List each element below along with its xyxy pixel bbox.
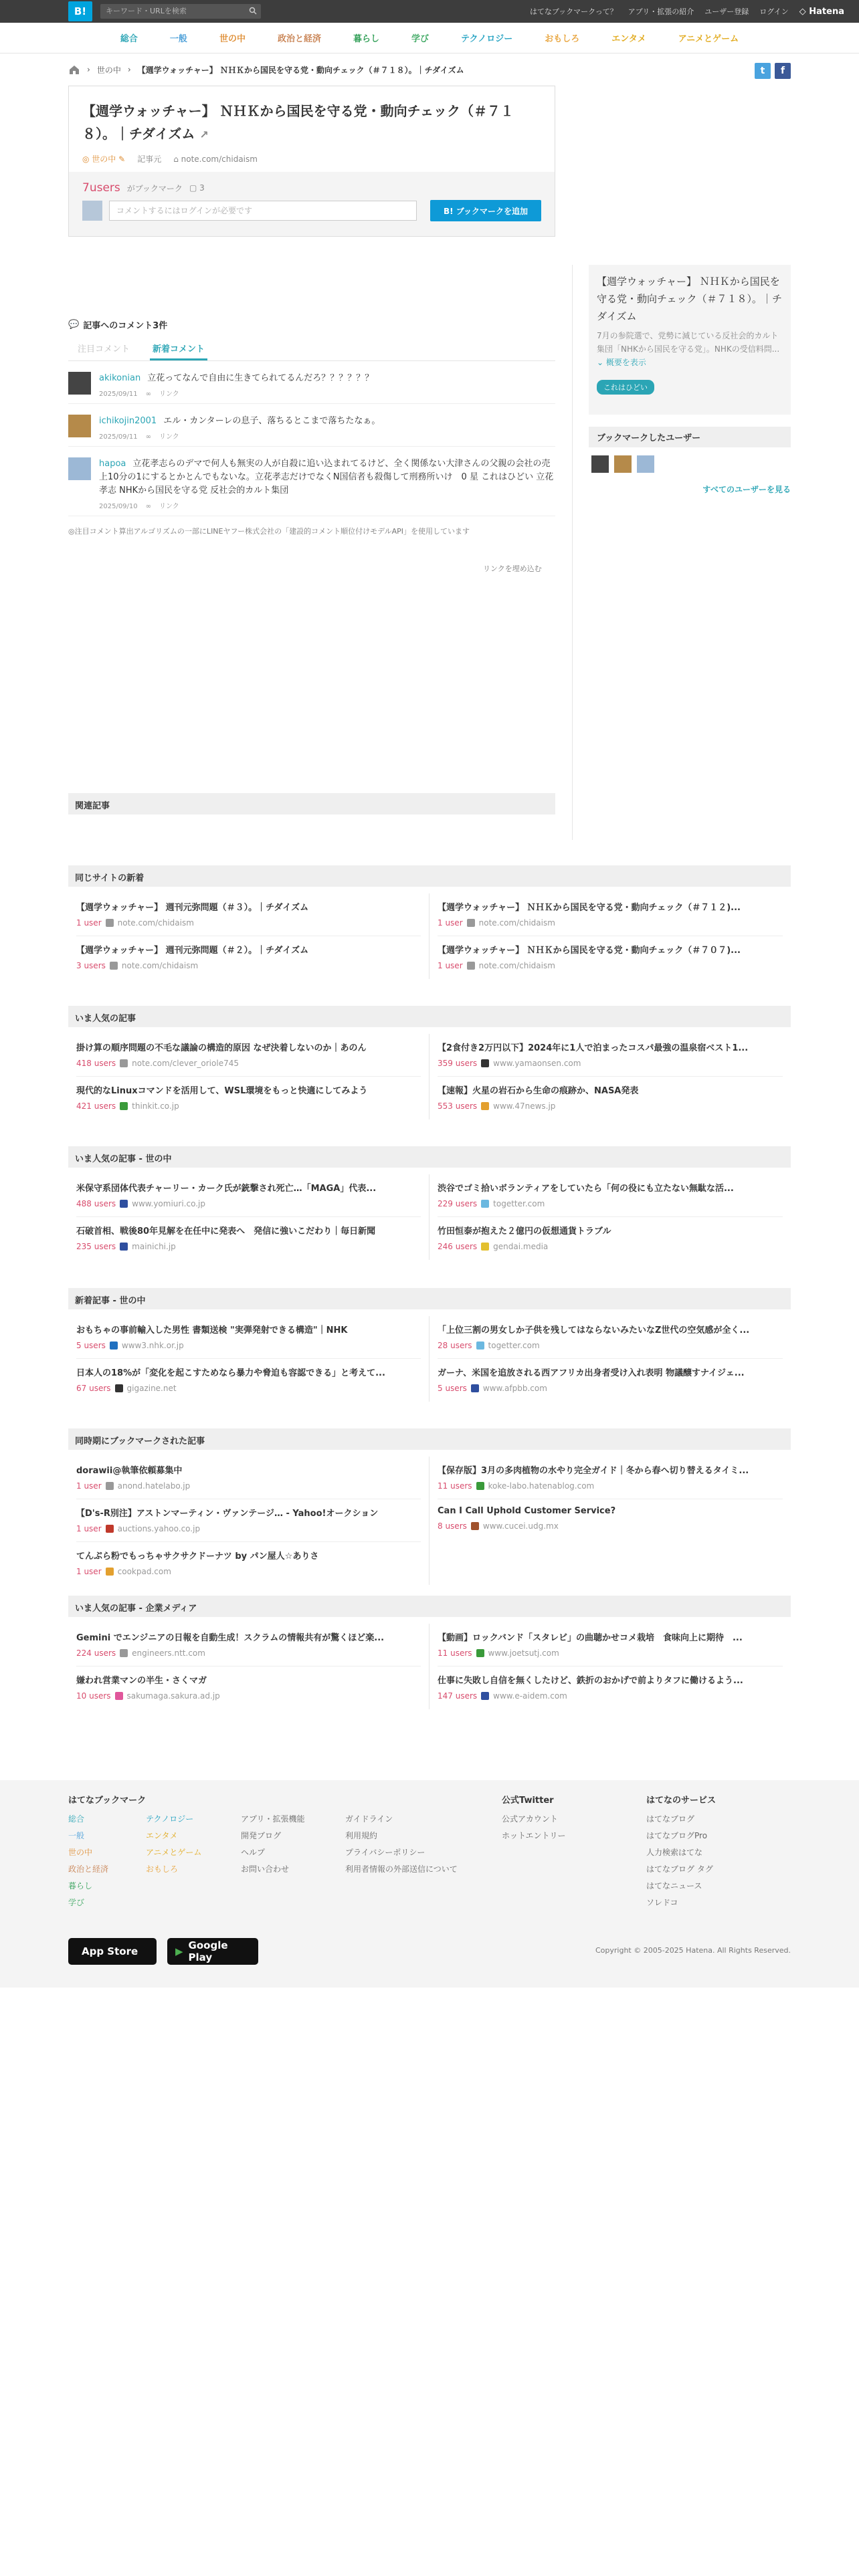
article-domain[interactable]: www.cucei.udg.mx: [482, 1521, 559, 1531]
footer-link[interactable]: ヘルプ: [241, 1848, 266, 1857]
category-tab[interactable]: 政治と経済: [277, 34, 321, 44]
article-item[interactable]: [438, 1034, 783, 1077]
article-domain[interactable]: www3.nhk.or.jp: [121, 1341, 184, 1350]
article-item[interactable]: [438, 1359, 783, 1402]
section-heading: 新着記事 - 世の中: [68, 1288, 791, 1309]
article-domain[interactable]: thinkit.co.jp: [132, 1101, 179, 1111]
footer-category-link[interactable]: エンタメ: [146, 1831, 178, 1840]
section-heading: いま人気の記事: [68, 1006, 791, 1027]
favicon-icon: [106, 1568, 114, 1576]
category-tab[interactable]: 学び: [411, 34, 429, 44]
footer-category-link[interactable]: 暮らし: [68, 1881, 93, 1891]
bookmark-users-heading: ブックマークしたユーザー: [589, 427, 791, 447]
comment-user[interactable]: akikonian: [99, 373, 141, 383]
section-heading: 同時期にブックマークされた記事: [68, 1428, 791, 1450]
article-item[interactable]: [76, 1034, 421, 1077]
article-users[interactable]: 224 users: [76, 1648, 116, 1658]
footer-link[interactable]: 利用規約: [345, 1831, 378, 1840]
article-item[interactable]: [438, 1667, 783, 1709]
article-users[interactable]: 1 user: [438, 961, 463, 970]
footer-services-heading: はてなのサービス: [646, 1796, 717, 1806]
article-item[interactable]: [76, 936, 421, 979]
category-tab[interactable]: テクノロジー: [461, 34, 513, 44]
favicon-icon: [476, 1649, 484, 1657]
article-item[interactable]: [76, 1174, 421, 1217]
footer-category-link[interactable]: 学び: [68, 1898, 85, 1907]
article-domain[interactable]: www.yomiuri.co.jp: [132, 1199, 205, 1208]
comment-user[interactable]: ichikojin2001: [99, 416, 157, 426]
favicon-icon: [471, 1384, 479, 1392]
article-domain[interactable]: togetter.com: [493, 1199, 545, 1208]
comment-algorithm-note: ◎注目コメント算出アルゴリズムの一部にLINEヤフー株式会社の「建設的コメント順位付けモデルAPI」を使用しています: [68, 527, 470, 536]
entry-domain[interactable]: ⌂ note.com/chidaism: [173, 154, 258, 164]
bookmark-users-suffix: がブックマーク: [126, 183, 183, 193]
about-link[interactable]: はてなブックマークって？: [529, 7, 617, 16]
article-domain[interactable]: auctions.yahoo.co.jp: [117, 1524, 201, 1533]
category-tab[interactable]: おもしろ: [545, 34, 580, 44]
entry-source-label: 記事元: [137, 154, 162, 164]
article-item[interactable]: [438, 1316, 783, 1359]
section-heading: 同じサイトの新着: [68, 865, 791, 887]
favicon-icon: [471, 1522, 479, 1530]
footer-link[interactable]: お問い合わせ: [241, 1864, 290, 1874]
article-title[interactable]: 【D's-R別注】アストンマーティン・ヴァンテージ… - Yahoo!オークション: [76, 1509, 379, 1519]
avatar[interactable]: [68, 457, 91, 480]
article-users[interactable]: 67 users: [76, 1384, 111, 1393]
tag-badge[interactable]: これはひどい: [597, 380, 654, 395]
article-domain[interactable]: www.yamaonsen.com: [493, 1059, 581, 1068]
favicon-icon: [476, 1482, 484, 1490]
footer-bookmark-heading: はてなブックマーク: [68, 1796, 147, 1806]
article-title[interactable]: 【動画】ロックバンド「スタレビ」の曲聴かせコメ栽培 食味向上に期待 ...: [438, 1633, 743, 1643]
article-item[interactable]: [438, 936, 783, 979]
favicon-icon: [481, 1692, 489, 1700]
breadcrumb-category[interactable]: 世の中: [96, 65, 121, 75]
footer-twitter-heading: 公式Twitter: [502, 1796, 554, 1806]
related-heading: 関連記事: [68, 793, 555, 815]
footer-link[interactable]: アプリ・拡張機能: [241, 1814, 305, 1824]
breadcrumb: [0, 56, 859, 83]
article-domain[interactable]: gigazine.net: [126, 1384, 177, 1393]
favicon-icon: [115, 1692, 123, 1700]
article-users[interactable]: 147 users: [438, 1691, 478, 1701]
comment-date[interactable]: 2025/09/11: [99, 391, 138, 398]
search-icon[interactable]: [249, 7, 257, 15]
favicon-icon: [481, 1059, 489, 1067]
article-users[interactable]: 1 user: [76, 1524, 102, 1533]
favicon-icon: [120, 1649, 128, 1657]
article-users[interactable]: 1 user: [76, 918, 102, 928]
favicon-icon: [120, 1102, 128, 1110]
avatar[interactable]: [637, 455, 654, 473]
article-section: [68, 1428, 791, 1585]
external-link-icon[interactable]: ↗: [199, 128, 209, 141]
article-title[interactable]: 【週学ウォッチャー】 週刊元弥問題（＃２）。｜チダイズム: [76, 946, 309, 956]
article-domain[interactable]: anond.hatelabo.jp: [117, 1481, 191, 1491]
article-domain[interactable]: note.com/chidaism: [121, 961, 199, 970]
article-title[interactable]: 日本人の18%が「変化を起こすためなら暴力や脅迫も容認できる」と考えて...: [76, 1368, 385, 1378]
footer: [0, 1780, 859, 1988]
search-input[interactable]: [100, 4, 261, 19]
category-nav: [0, 23, 859, 53]
comment-count[interactable]: ▢ 3: [189, 183, 205, 193]
comment-link[interactable]: ∞ リンク: [145, 503, 179, 510]
comment-date[interactable]: 2025/09/11: [99, 433, 138, 441]
article-title[interactable]: おもちゃの事前輸入した男性 書類送検 "実弾発射できる構造"｜NHK: [76, 1325, 348, 1335]
article-title[interactable]: 竹田恒泰が抱えた２億円の仮想通貨トラブル: [438, 1226, 611, 1237]
article-domain[interactable]: sakumaga.sakura.ad.jp: [126, 1691, 220, 1701]
copyright: Copyright © 2005-2025 Hatena. All Rights Reserved.: [595, 1946, 791, 1955]
category-tab[interactable]: アニメとゲーム: [678, 34, 739, 44]
footer-link[interactable]: 利用者情報の外部送信について: [345, 1864, 458, 1874]
article-title[interactable]: 【週学ウォッチャー】 ＮＨＫから国民を守る党・動向チェック（＃７０７)...: [438, 946, 741, 956]
entry-category[interactable]: ◎ 世の中 ✎: [82, 154, 126, 164]
article-section: [68, 1596, 791, 1709]
article-item[interactable]: [76, 1077, 421, 1119]
favicon-icon: [481, 1102, 489, 1110]
article-users[interactable]: 8 users: [438, 1521, 467, 1531]
article-users[interactable]: 11 users: [438, 1648, 472, 1658]
comments-section: [68, 318, 555, 536]
section-heading: いま人気の記事 - 企業メディア: [68, 1596, 791, 1617]
category-tab[interactable]: 一般: [169, 34, 187, 44]
avatar[interactable]: [614, 455, 632, 473]
article-users[interactable]: 28 users: [438, 1341, 472, 1350]
summary-desc: 7月の参院選で、党勢に減じている反社会的カルト集団「NHKから国民を守る党」。NHKの受信料問... ⌄ 概要を表示: [597, 331, 780, 367]
favicon-icon: [476, 1341, 484, 1350]
favicon-icon: [120, 1243, 128, 1251]
footer-category-link[interactable]: 世の中: [68, 1848, 93, 1857]
comment-user[interactable]: hapoa: [99, 459, 126, 469]
footer-twitter-link[interactable]: ホットエントリー: [502, 1831, 566, 1840]
favicon-icon: [106, 1525, 114, 1533]
article-section: [68, 1006, 791, 1119]
article-users[interactable]: 235 users: [76, 1242, 116, 1251]
article-title[interactable]: 【保存版】3月の多肉植物の水やり完全ガイド｜冬から春へ切り替えるタイミ...: [438, 1466, 749, 1476]
article-title[interactable]: 石破首相、戦後80年見解を在任中に発表へ 発信に強いこだわり｜毎日新聞: [76, 1226, 376, 1237]
footer-category-link[interactable]: 総合: [68, 1814, 85, 1824]
comment-text: 立花ってなんで自由に生きてられてるんだろ？？？？？？: [147, 373, 374, 383]
article-title[interactable]: 嫌われ営業マンの半生・さくマガ: [76, 1676, 207, 1686]
bookmark-area: [69, 172, 555, 236]
article-domain[interactable]: engineers.ntt.com: [132, 1648, 205, 1658]
article-title[interactable]: ガーナ、米国を追放される西アフリカ出身者受け入れ表明 物議醸すナイジェ...: [438, 1368, 745, 1378]
avatar[interactable]: [591, 455, 609, 473]
article-item[interactable]: [76, 1359, 421, 1402]
article-item[interactable]: [76, 1542, 421, 1585]
comment-text: エル・カンターレの息子、落ちるとこまで落ちたなぁ。: [163, 416, 381, 426]
entry-title[interactable]: 【週学ウォッチャー】 ＮＨＫから国民を守る党・動向チェック（＃７１８）。｜チダイズム ↗: [82, 103, 514, 142]
entry-card: [68, 86, 555, 237]
article-users[interactable]: 229 users: [438, 1199, 478, 1208]
favicon-icon: [115, 1384, 123, 1392]
comment-text: 立花孝志らのデマで何人も無実の人が自殺に追い込まれてるけど、全く関係ない大津さんの父親の会社の売上10分の1にするとかとんでもないな。立花孝志だけでなくN国信者も殺傷して刑務所いけ 0 星 これはひどい 立花孝志 NHKから国民を守る党 反社会的カルト集団: [99, 459, 554, 496]
article-item[interactable]: [438, 1174, 783, 1217]
article-section: [68, 1288, 791, 1402]
favicon-icon: [481, 1243, 489, 1251]
article-item[interactable]: [76, 1316, 421, 1359]
category-tab[interactable]: 暮らし: [353, 34, 379, 44]
article-section: [68, 1146, 791, 1260]
article-title[interactable]: 掛け算の順序問題の不毛な議論の構造的原因 なぜ決着しないのか｜あのん: [76, 1043, 367, 1053]
article-users[interactable]: 3 users: [76, 961, 106, 970]
twitter-share-icon[interactable]: t: [755, 63, 771, 79]
article-users[interactable]: 1 user: [76, 1567, 102, 1576]
article-users[interactable]: 5 users: [76, 1341, 106, 1350]
all-users-link[interactable]: すべてのユーザーを見る: [702, 485, 791, 494]
article-users[interactable]: 246 users: [438, 1242, 478, 1251]
search-placeholder: キーワード・URLを検索: [106, 7, 187, 15]
article-domain[interactable]: www.e-aidem.com: [493, 1691, 567, 1701]
favicon-icon: [120, 1059, 128, 1067]
footer-service-link[interactable]: はてなニュース: [646, 1881, 702, 1891]
show-summary-link[interactable]: ⌄ 概要を表示: [597, 358, 646, 367]
footer-category-link[interactable]: アニメとゲーム: [146, 1848, 202, 1857]
article-domain[interactable]: note.com/chidaism: [478, 918, 555, 928]
article-title[interactable]: 【速報】火星の岩石から生命の痕跡か、NASA発表: [438, 1086, 639, 1096]
article-users[interactable]: 359 users: [438, 1059, 478, 1068]
article-domain[interactable]: mainichi.jp: [132, 1242, 176, 1251]
article-domain[interactable]: koke-labo.hatenablog.com: [488, 1481, 595, 1491]
category-tab[interactable]: 世の中: [219, 34, 246, 44]
hatena-logo[interactable]: ◇ Hatena: [799, 6, 844, 17]
article-users[interactable]: 10 users: [76, 1691, 111, 1701]
section-heading: いま人気の記事 - 世の中: [68, 1146, 791, 1168]
article-item[interactable]: [438, 1457, 783, 1499]
article-users[interactable]: 5 users: [438, 1384, 467, 1393]
article-item[interactable]: [438, 893, 783, 936]
top-bar: [0, 0, 859, 23]
footer-category-link[interactable]: テクノロジー: [146, 1814, 194, 1824]
comments-heading: 記事へのコメント3件: [83, 321, 168, 331]
article-users[interactable]: 488 users: [76, 1199, 116, 1208]
article-domain[interactable]: www.47news.jp: [493, 1101, 556, 1111]
article-users[interactable]: 421 users: [76, 1101, 116, 1111]
article-item[interactable]: [438, 1624, 783, 1667]
article-domain[interactable]: note.com/chidaism: [117, 918, 194, 928]
avatar[interactable]: [68, 415, 91, 437]
article-title[interactable]: Gemini でエンジニアの日報を自動生成！スクラムの情報共有が驚くほど楽...: [76, 1633, 385, 1643]
favicon-icon: [467, 962, 475, 970]
article-title[interactable]: 【週学ウォッチャー】 ＮＨＫから国民を守る党・動向チェック（＃７１２)...: [438, 903, 741, 913]
category-tab[interactable]: 総合: [120, 34, 138, 44]
article-item[interactable]: [76, 1667, 421, 1709]
hatena-bookmark-logo[interactable]: B!: [68, 1, 92, 21]
footer-category-link[interactable]: 一般: [68, 1831, 85, 1840]
chevron-right-icon: ›: [127, 65, 131, 74]
article-users[interactable]: 1 user: [76, 1481, 102, 1491]
avatar: [82, 201, 102, 221]
comment-input[interactable]: コメントするにはログインが必要です: [109, 201, 417, 221]
home-icon[interactable]: [68, 64, 80, 75]
article-title[interactable]: 仕事に失敗し自信を無くしたけど、鉄折のおかげで前よりタフに働けるよう...: [438, 1676, 743, 1686]
article-section: [68, 865, 791, 979]
article-item[interactable]: [438, 1499, 783, 1542]
register-link[interactable]: ユーザー登録: [704, 7, 749, 16]
footer-service-link[interactable]: はてなブログ: [646, 1814, 695, 1824]
article-item[interactable]: [76, 1624, 421, 1667]
article-title[interactable]: dorawii@執筆依頼募集中: [76, 1466, 183, 1476]
article-title[interactable]: 米保守系団体代表チャーリー・カーク氏が銃撃され死亡…「MAGA」代表...: [76, 1184, 377, 1194]
breadcrumb-title: 【週学ウォッチャー】 ＮＨＫから国民を守る党・動向チェック（＃７１８）。｜チダイズム: [137, 65, 464, 75]
article-users[interactable]: 418 users: [76, 1059, 116, 1068]
footer-service-link[interactable]: 人力検索はてな: [646, 1848, 703, 1857]
favicon-icon: [110, 1341, 118, 1350]
column-divider: [572, 265, 573, 840]
favicon-icon: [481, 1200, 489, 1208]
article-domain[interactable]: www.afpbb.com: [482, 1384, 547, 1393]
hatena-logo-mark-icon: ◇: [799, 6, 806, 17]
comment-date[interactable]: 2025/09/10: [99, 503, 138, 510]
google-play-badge[interactable]: ▶ Google Play: [167, 1938, 258, 1965]
login-link[interactable]: ログイン: [759, 7, 789, 16]
article-title[interactable]: Can I Call Uphold Customer Service?: [438, 1506, 616, 1516]
tab-popular-comments[interactable]: 注目コメント: [78, 344, 130, 354]
article-title[interactable]: 渋谷でゴミ拾いボランティアをしていたら「何の役にも立たない無駄な活...: [438, 1184, 734, 1194]
bookmark-users-count[interactable]: 7users: [82, 181, 120, 195]
footer-link[interactable]: ガイドライン: [345, 1814, 393, 1824]
article-domain[interactable]: togetter.com: [488, 1341, 540, 1350]
tab-new-comments[interactable]: 新着コメント: [150, 342, 207, 360]
facebook-share-icon[interactable]: f: [775, 63, 791, 79]
avatar[interactable]: [68, 372, 91, 395]
footer-service-link[interactable]: ソレドコ: [646, 1898, 678, 1907]
favicon-icon: [106, 919, 114, 927]
apps-link[interactable]: アプリ・拡張の紹介: [628, 7, 694, 16]
embed-link[interactable]: リンクを埋め込む: [483, 564, 542, 573]
comment-item: [68, 361, 555, 404]
summary-title[interactable]: 【週学ウォッチャー】 ＮＨＫから国民を守る党・動向チェック（＃７１８）。｜チダイズム: [597, 276, 783, 322]
article-item[interactable]: [76, 1457, 421, 1499]
footer-category-link[interactable]: 政治と経済: [68, 1864, 109, 1874]
article-item[interactable]: [76, 1499, 421, 1542]
entry-summary: [589, 265, 791, 415]
favicon-icon: [106, 1482, 114, 1490]
article-item[interactable]: [438, 1217, 783, 1260]
article-title[interactable]: 【2食付き2万円以下】2024年に1人で泊まったコスパ最強の温泉宿ベスト1...: [438, 1043, 749, 1053]
article-item[interactable]: [76, 893, 421, 936]
add-bookmark-button[interactable]: B! ブックマークを追加: [430, 200, 541, 221]
article-title[interactable]: 現代的なLinuxコマンドを活用して、WSL環境をもっと快適にしてみよう: [76, 1086, 368, 1096]
article-item[interactable]: [76, 1217, 421, 1260]
article-domain[interactable]: www.joetsutj.com: [488, 1648, 559, 1658]
chevron-right-icon: ›: [87, 65, 90, 74]
article-domain[interactable]: cookpad.com: [117, 1567, 171, 1576]
favicon-icon: [467, 919, 475, 927]
article-domain[interactable]: note.com/clever_oriole745: [132, 1059, 239, 1068]
comment-link[interactable]: ∞ リンク: [145, 433, 179, 441]
favicon-icon: [110, 962, 118, 970]
footer-link[interactable]: 開発ブログ: [241, 1831, 282, 1840]
footer-category-link[interactable]: おもしろ: [146, 1864, 179, 1874]
article-domain[interactable]: gendai.media: [493, 1242, 549, 1251]
app-store-badge[interactable]: App Store: [68, 1938, 157, 1965]
article-users[interactable]: 11 users: [438, 1481, 472, 1491]
comment-icon: 💬: [68, 320, 80, 330]
comment-item: [68, 404, 555, 447]
footer-service-link[interactable]: はてなブログ タグ: [646, 1864, 713, 1874]
favicon-icon: [120, 1200, 128, 1208]
article-domain[interactable]: note.com/chidaism: [478, 961, 555, 970]
article-title[interactable]: 【週学ウォッチャー】 週刊元弥問題（＃３）。｜チダイズム: [76, 903, 309, 913]
article-item[interactable]: [438, 1077, 783, 1119]
comment-item: [68, 447, 555, 516]
article-title[interactable]: 「上位三割の男女しか子供を残してはならないみたいなZ世代の空気感が全く...: [438, 1325, 750, 1335]
category-tab[interactable]: エンタメ: [611, 34, 646, 44]
footer-service-link[interactable]: はてなブログPro: [646, 1831, 708, 1840]
article-users[interactable]: 553 users: [438, 1101, 478, 1111]
footer-twitter-link[interactable]: 公式アカウント: [502, 1814, 558, 1824]
article-users[interactable]: 1 user: [438, 918, 463, 928]
play-icon: ▶: [175, 1945, 183, 1957]
comment-link[interactable]: ∞ リンク: [145, 391, 179, 398]
article-title[interactable]: てんぷら粉でもっちゃサクサクドーナツ by パン屋人☆ありさ: [76, 1551, 319, 1562]
footer-link[interactable]: プライバシーポリシー: [345, 1848, 425, 1857]
right-column: [589, 265, 791, 495]
